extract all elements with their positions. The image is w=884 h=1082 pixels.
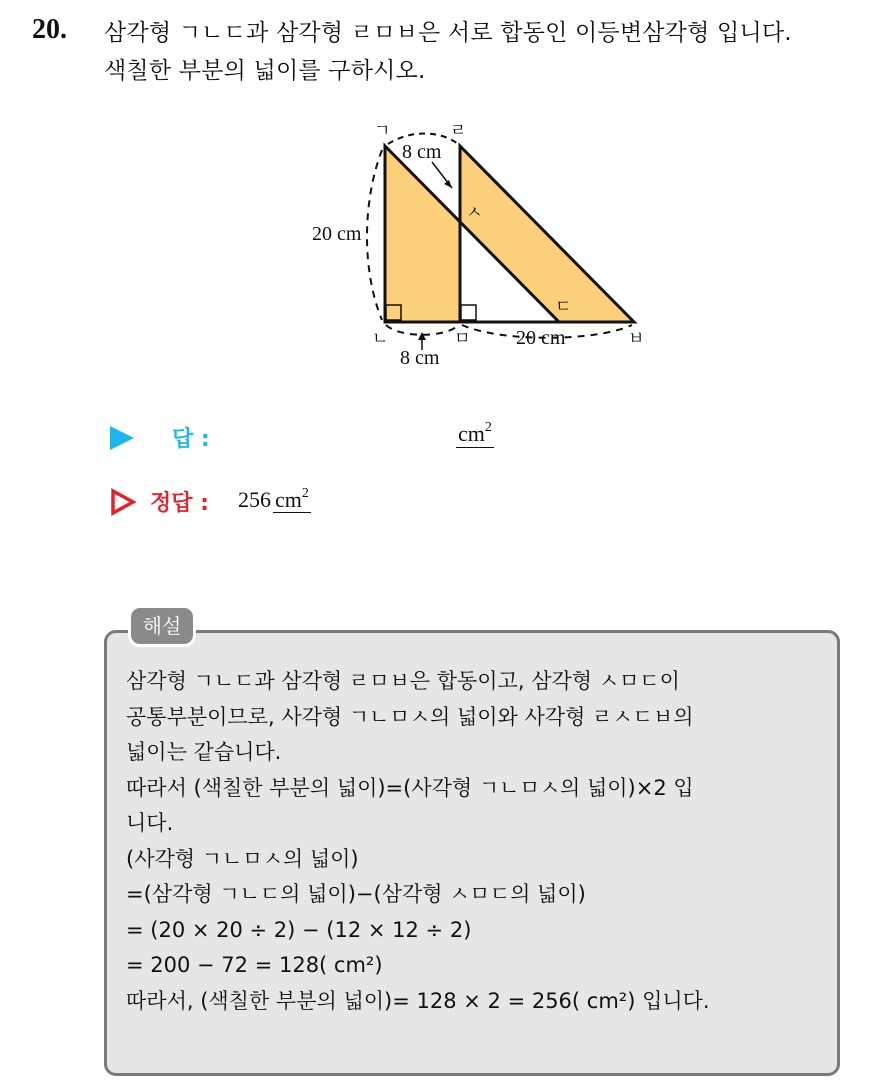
correct-answer-row: [110, 484, 610, 520]
label-point-m: ㅁ: [454, 329, 471, 349]
play-triangle-icon: [110, 426, 134, 450]
solution-line: = (20 × 20 ÷ 2) − (12 × 12 ÷ 2): [126, 917, 472, 942]
arrow-8cm-top-head: [444, 180, 452, 188]
solution-line: 따라서 (색칠한 부분의 넓이)=(사각형 ㄱㄴㅁㅅ의 넓이)×2 입: [126, 775, 694, 800]
solution-line: =(삼각형 ㄱㄴㄷ의 넓이)−(삼각형 ㅅㅁㄷ의 넓이): [126, 882, 586, 906]
label-top-8cm: 8 cm: [402, 141, 442, 163]
solution-line: 공통부분이므로, 사각형 ㄱㄴㅁㅅ의 넓이와 사각형 ㄹㅅㄷㅂ의: [126, 704, 694, 729]
question-line-1: 삼각형 ㄱㄴㄷ과 삼각형 ㄹㅁㅂ은 서로 합동인 이등변삼각형 입니다.: [104, 20, 792, 46]
question-text: [104, 14, 874, 90]
label-left-20cm: 20 cm: [312, 223, 362, 245]
question-number: 20.: [32, 14, 67, 45]
correct-unit-box: [273, 487, 311, 513]
answer-label: 답 :: [172, 427, 210, 452]
solution-line: (사각형 ㄱㄴㅁㅅ의 넓이): [126, 846, 359, 871]
label-bottom-20cm: 20 cm: [516, 327, 566, 349]
correct-unit-exp: 2: [301, 486, 309, 501]
label-bottom-8cm: 8 cm: [400, 347, 440, 369]
solution-tab: 해설: [128, 605, 196, 647]
triangle-diagram: [300, 112, 660, 382]
outline-triangle-icon: [110, 488, 136, 516]
answer-blank[interactable]: [456, 420, 494, 448]
label-point-b: ㅂ: [628, 329, 645, 349]
correct-label: 정답 :: [150, 491, 209, 516]
label-point-g: ㄱ: [374, 121, 391, 141]
solution-line: 삼각형 ㄱㄴㄷ과 삼각형 ㄹㅁㅂ은 합동이고, 삼각형 ㅅㅁㄷ이: [126, 669, 680, 693]
correct-value-group: [238, 486, 311, 513]
answer-row: [110, 420, 610, 456]
solution-line: = 200 − 72 = 128( cm²): [126, 953, 383, 977]
solution-line: 따라서, (색칠한 부분의 넓이)= 128 × 2 = 256( cm²) 입니다.: [126, 988, 710, 1013]
answer-unit-exp: 2: [484, 420, 492, 435]
label-point-r: ㄹ: [450, 121, 467, 141]
dim-left-20cm: [367, 150, 382, 320]
label-point-n: ㄴ: [372, 329, 389, 349]
correct-unit: cm: [275, 487, 302, 512]
triangle-figure: [300, 112, 660, 382]
solution-text: [126, 664, 826, 1019]
solution-line: 넓이는 같습니다.: [126, 740, 282, 764]
question-line-2: 색칠한 부분의 넓이를 구하시오.: [104, 58, 426, 84]
answer-unit: cm: [458, 421, 485, 446]
solution-line: 니다.: [126, 811, 174, 835]
correct-value: 256: [238, 487, 271, 512]
label-point-s: ㅅ: [466, 203, 483, 223]
right-angle-mark-m: [461, 305, 476, 320]
label-point-d: ㄷ: [555, 297, 572, 317]
arrow-8cm-bottom-head: [418, 332, 426, 340]
shaded-quad-gnms: [385, 146, 460, 322]
